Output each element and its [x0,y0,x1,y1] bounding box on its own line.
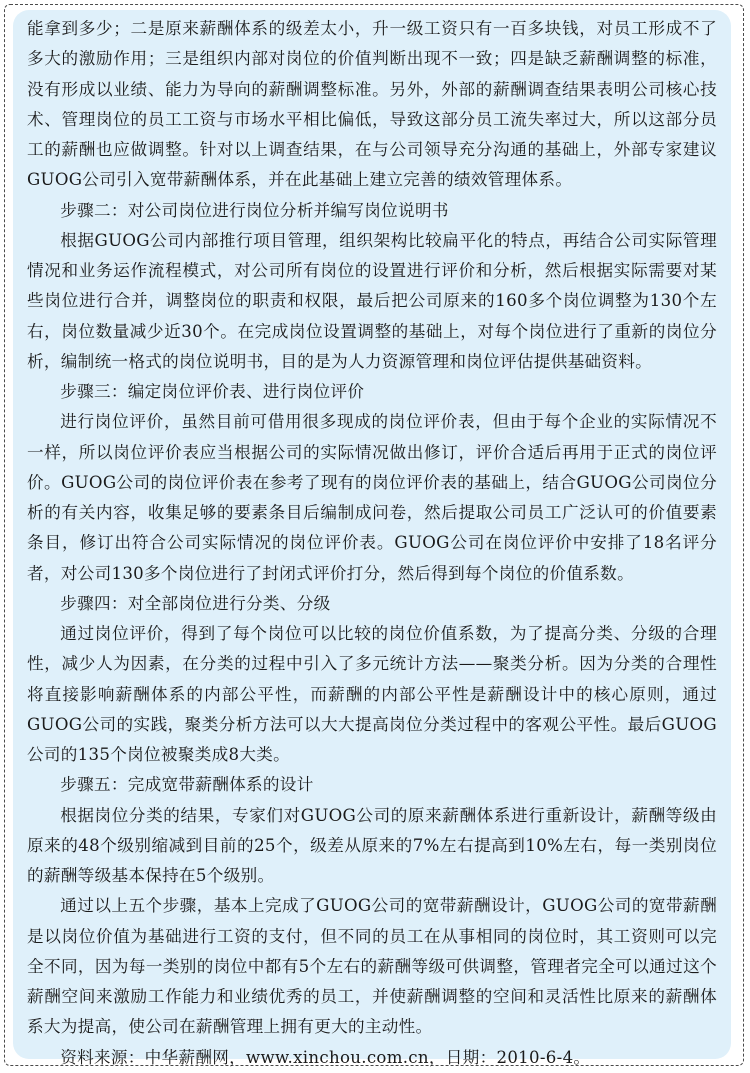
text-panel [13,10,731,1067]
step-four-heading: 步骤四：对全部岗位进行分类、分级 [60,593,331,613]
source-citation: 资料来源：中华薪酬网，www.xinchou.com.cn，日期：2010-6-4。 [60,1047,591,1067]
step-three-body: 进行岗位评价，虽然目前可借用很多现成的岗位评价表，但由于每个企业的实际情况不一样，所以岗位评价表应当根据公司的实际情况做出修订，评价合适后再用于正式的岗位评价。GUOG公司的岗位评价表在参考了现有的岗位评价表的基础上，结合GUOG公司岗位分析的有关内容，收集足够的要素条目后编制成问卷，然后提取公司员工广泛认可的价值要素条目，修订出符合公司实际情况的岗位评价表。GUOG公司在岗位评价中安排了18名评分者，对公司130多个岗位进行了封闭式评价打分，然后得到每个岗位的价值系数。 [27,412,717,583]
step-five-body: 根据岗位分类的结果，专家们对GUOG公司的原来薪酬体系进行重新设计，薪酬等级由原来的48个级别缩减到目前的25个，级差从原来的7%左右提高到10%左右，每一类别岗位的薪酬等级基本保持在5个级别。 [27,805,717,885]
step-five-heading: 步骤五：完成宽带薪酬体系的设计 [60,775,314,795]
paragraph-continued-survey-results: 能拿到多少；二是原来薪酬体系的级差太小，升一级工资只有一百多块钱，对员工形成不了多大的激励作用；三是组织内部对岗位的价值判断出现不一致；四是缺乏薪酬调整的标准，没有形成以业绩、能力为导向的薪酬调整标准。另外，外部的薪酬调查结果表明公司核心技术、管理岗位的员工工资与市场水平相比偏低，导致这部分员工流失率过大，所以这部分员工的薪酬也应做调整。针对以上调查结果，在与公司领导充分沟通的基础上，外部专家建议GUOG公司引入宽带薪酬体系，并在此基础上建立完善的绩效管理体系。 [27,19,717,190]
step-three-heading: 步骤三：编定岗位评价表、进行岗位评价 [60,382,365,401]
summary-paragraph: 通过以上五个步骤，基本上完成了GUOG公司的宽带薪酬设计，GUOG公司的宽带薪酬是以岗位价值为基础进行工资的支付，但不同的员工在从事相同的岗位时，其工资则可以完全不同，因为每一类别的岗位中都有5个左右的薪酬等级可供调整，管理者完全可以通过这个薪酬空间来激励工作能力和业绩优秀的员工，并使薪酬调整的空间和灵活性比原来的薪酬体系大为提高，使公司在薪酬管理上拥有更大的主动性。 [27,896,717,1037]
step-two-heading: 步骤二：对公司岗位进行岗位分析并编写岗位说明书 [60,200,449,220]
step-four-body: 通过岗位评价，得到了每个岗位可以比较的岗位价值系数，为了提高分类、分级的合理性，减少人为因素，在分类的过程中引入了多元统计方法——聚类分析。因为分类的合理性将直接影响薪酬体系的内部公平性，而薪酬的内部公平性是薪酬设计中的核心原则，通过GUOG公司的实践，聚类分析方法可以大大提高岗位分类过程中的客观公平性。最后GUOG公司的135个岗位被聚类成8大类。 [27,624,717,764]
dashed-border-frame [4,4,744,1066]
step-two-body: 根据GUOG公司内部推行项目管理，组织架构比较扁平化的特点，再结合公司实际管理情况和业务运作流程模式，对公司所有岗位的设置进行评价和分析，然后根据实际需要对某些岗位进行合并，调整岗位的职责和权限，最后把公司原来的160多个岗位调整为130个左右，岗位数量减少近30个。在完成岗位设置调整的基础上，对每个岗位进行了重新的岗位分析，编制统一格式的岗位说明书，目的是为人力资源管理和岗位评估提供基础资料。 [27,230,717,371]
